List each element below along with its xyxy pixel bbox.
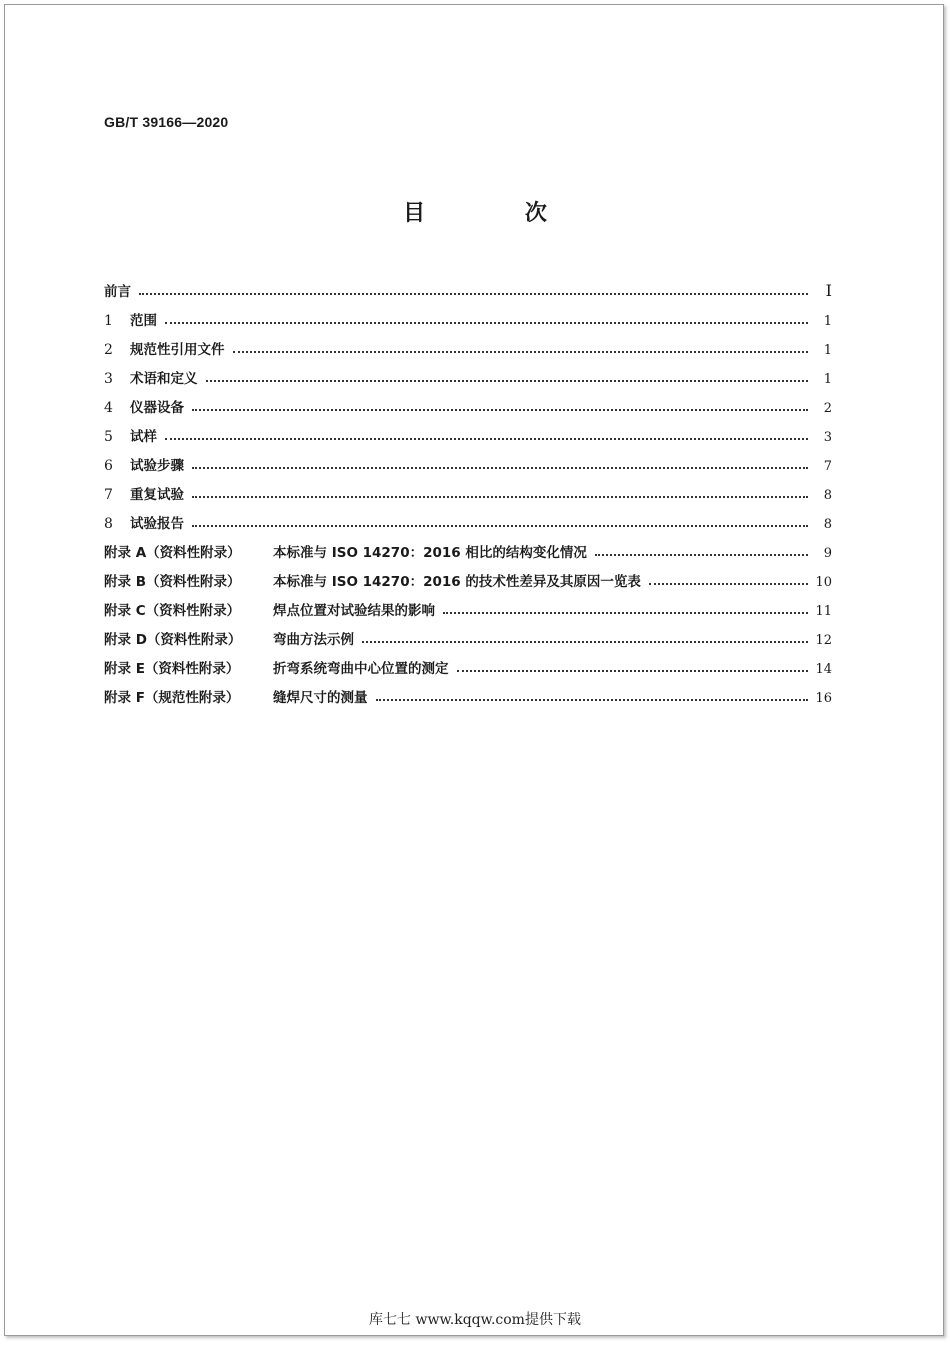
toc-leader-dots (457, 670, 809, 672)
toc-entry-number: 1 (104, 313, 113, 329)
toc-entry-page: 9 (823, 546, 832, 561)
toc-leader-dots (192, 409, 808, 411)
toc-entry-page: 11 (815, 604, 832, 619)
toc-appendix-number: 附录 A（资料性附录） (104, 545, 241, 561)
toc-entry-8[interactable] (104, 503, 832, 532)
toc-entry-page: 3 (823, 430, 832, 445)
toc-entry-7[interactable] (104, 474, 832, 503)
toc-entry-appendix-e[interactable] (104, 648, 832, 677)
toc-leader-dots (192, 525, 808, 527)
toc-entry-appendix-b[interactable] (104, 561, 832, 590)
toc-title: 目 次 (403, 201, 593, 226)
toc-entry-label: 规范性引用文件 (130, 342, 225, 358)
toc-appendix-number: 附录 F（规范性附录） (104, 690, 240, 706)
toc-leader-dots (376, 699, 809, 701)
toc-entry-label: 缝焊尺寸的测量 (273, 690, 368, 706)
toc-entry-number: 3 (104, 371, 113, 387)
toc-appendix-number: 附录 E（资料性附录） (104, 661, 240, 677)
toc-entry-page: I (825, 281, 832, 300)
toc-leader-dots (443, 612, 808, 614)
toc-entry-appendix-a[interactable] (104, 532, 832, 561)
toc-entry-page: 1 (823, 372, 832, 387)
toc-entry-page: 1 (823, 343, 832, 358)
toc-leader-dots (362, 641, 808, 643)
toc-leader-dots (139, 293, 808, 295)
toc-entry-page: 12 (815, 633, 832, 648)
toc-entry-page: 14 (815, 662, 832, 677)
toc-appendix-number: 附录 D（资料性附录） (104, 632, 242, 648)
toc-entry-4[interactable] (104, 387, 832, 416)
toc-entry-label: 试样 (130, 429, 157, 445)
toc-entry-label: 焊点位置对试验结果的影响 (273, 603, 435, 619)
toc-entry-label: 本标准与 ISO 14270：2016 的技术性差异及其原因一览表 (273, 574, 641, 590)
toc-leader-dots (192, 467, 808, 469)
toc-entry-appendix-c[interactable] (104, 590, 832, 619)
toc-entry-2[interactable] (104, 329, 832, 358)
toc-entry-1[interactable] (104, 300, 832, 329)
toc-entry-number: 8 (104, 516, 113, 532)
toc-entry-label: 试验报告 (130, 516, 184, 532)
toc-leader-dots (649, 583, 808, 585)
toc-entry-label: 折弯系统弯曲中心位置的测定 (273, 661, 449, 677)
toc-entry-page: 8 (823, 488, 832, 503)
toc-appendix-number: 附录 C（资料性附录） (104, 603, 241, 619)
toc-entry-label: 试验步骤 (130, 458, 184, 474)
toc-leader-dots (192, 496, 808, 498)
toc-appendix-number: 附录 B（资料性附录） (104, 574, 241, 590)
toc-entry-number: 7 (104, 487, 113, 503)
toc-entry-number: 6 (104, 458, 113, 474)
toc-entry-6[interactable] (104, 445, 832, 474)
toc-leader-dots (206, 380, 809, 382)
toc-entry-appendix-f[interactable] (104, 677, 832, 706)
toc-entry-label: 弯曲方法示例 (273, 632, 354, 648)
toc-entry-page: 16 (815, 691, 832, 706)
toc-entry-page: 8 (823, 517, 832, 532)
download-footer: 库七七 www.kqqw.com提供下载 (369, 1312, 581, 1328)
table-of-contents (104, 270, 832, 706)
toc-entry-label: 术语和定义 (130, 371, 198, 387)
toc-leader-dots (165, 438, 808, 440)
toc-entry-page: 2 (823, 401, 832, 416)
toc-entry-page: 10 (815, 575, 832, 590)
toc-leader-dots (165, 322, 808, 324)
toc-entry-label: 本标准与 ISO 14270：2016 相比的结构变化情况 (273, 545, 587, 561)
toc-entry-page: 7 (823, 459, 832, 474)
toc-entry-appendix-d[interactable] (104, 619, 832, 648)
document-code: GB/T 39166—2020 (104, 114, 229, 130)
toc-entry-label: 重复试验 (130, 487, 184, 503)
toc-entry-number: 4 (104, 400, 113, 416)
toc-entry-5[interactable] (104, 416, 832, 445)
toc-entry-label: 仪器设备 (130, 400, 184, 416)
toc-entry-3[interactable] (104, 358, 832, 387)
toc-entry-number: 2 (104, 342, 113, 358)
toc-leader-dots (233, 351, 809, 353)
toc-leader-dots (595, 554, 808, 556)
toc-entry-label: 范围 (130, 313, 157, 329)
toc-entry-page: 1 (823, 314, 832, 329)
toc-entry-number: 5 (104, 429, 113, 445)
toc-entry-foreword[interactable] (104, 270, 832, 300)
toc-entry-label: 前言 (104, 284, 131, 300)
